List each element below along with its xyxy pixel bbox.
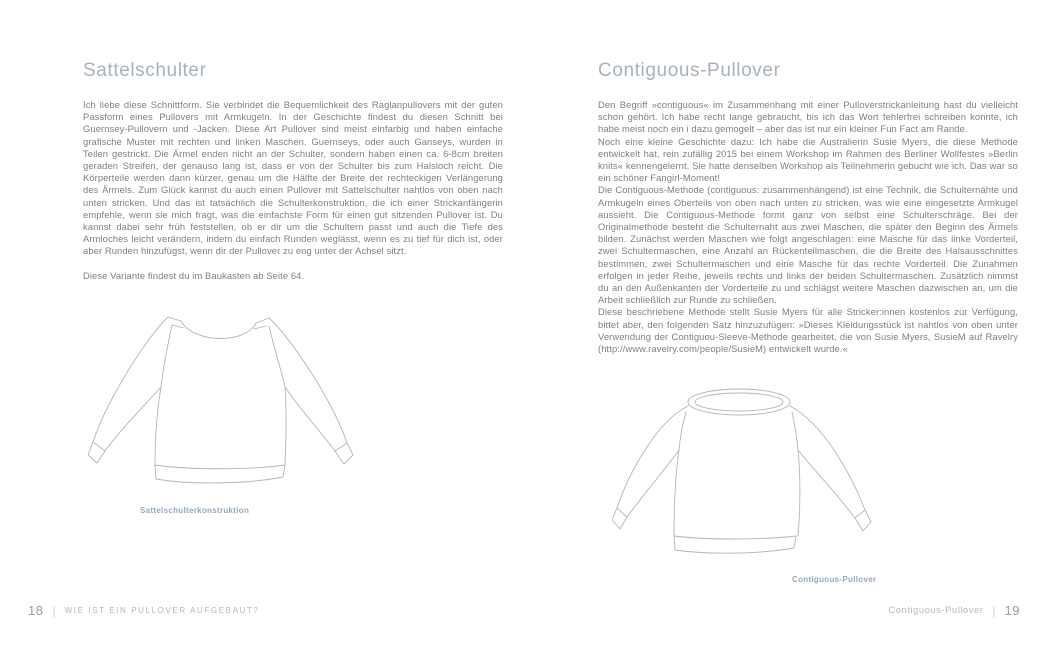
left-page-title: Sattelschulter: [83, 60, 207, 81]
right-page-number: 19: [1004, 603, 1020, 618]
saddle-shoulder-sweater-drawing: [88, 316, 360, 490]
section-label: Contiguous-Pullover: [888, 605, 984, 616]
left-page-number: 18: [28, 603, 44, 618]
left-figure-caption: Sattelschulterkonstruktion: [140, 506, 250, 515]
right-figure-caption: Contiguous-Pullover: [792, 575, 877, 584]
footer-separator: |: [52, 603, 56, 618]
left-page-body: [83, 99, 503, 282]
right-page-footer: [888, 603, 1020, 618]
saddle-shoulder-figure: [88, 316, 360, 490]
right-page-body: [598, 99, 1018, 355]
right-paragraph-4: Diese beschriebene Methode stellt Susie Myers für alle Stricker:innen kostenlos zur Verfügung, bittet aber, den folgenden Satz hinzuzufügen: »Dieses Kleidungsstück ist nahtlos von oben unter Verwendung der Contiguou-Sleeve-Methode gearbeitet, die von Susie Myers, SusieM auf Ravelry (http://www.ravelry.com/people/SusieM) entwickelt wurde.«: [598, 306, 1018, 355]
right-paragraph-1: Den Begriff »contiguous« im Zusammenhang mit einer Pulloverstrickanleitung hast du vielleicht schon gehört. Ich habe recht lange gebraucht, bis ich das Wort fehlerfrei schreiben konnte, ich habe meist noch ein i dazu gemogelt – aber das ist nur ein kleiner Fun Fact am Rande.: [598, 99, 1018, 135]
right-paragraph-2: Noch eine kleine Geschichte dazu: Ich habe die Australierin Susie Myers, die diese Methode entwickelt hat, rein zufällig 2015 bei einem Workshop im Rahmen des Berliner Wollfestes »Berlin knits« kennengelernt. Sie hatte denselben Workshop als Teilnehmerin gebucht wie ich. Das war so ein schöner Fangirl-Moment!: [598, 135, 1018, 184]
right-page-title: Contiguous-Pullover: [598, 60, 781, 81]
chapter-label: WIE IST EIN PULLOVER AUFGEBAUT?: [64, 606, 260, 615]
left-paragraph-1: Ich liebe diese Schnittform. Sie verbindet die Bequemlichkeit des Raglanpullovers mit der guten Passform eines Pullovers mit Armkugeln. In der Geschichte findest du diesen Schnitt bei Guernsey-Pullovern und -Jacken. Diese Art Pullover sind meist einfarbig und haben einfache grafische Muster mit rechten und linken Maschen. Guernseys, oder auch Ganseys, wurden in Teilen gestrickt. Die Ärmel enden nicht an der Schulter, sondern haben einen ca. 6-8cm breiten geraden Streifen, der genauso lang ist, dass er von der Schulter bis zum Halsloch reicht. Die Körperteile werden dann kürzer, genau um die Hälfte der Breite der rechteckigen Verlängerung des Ärmels. Zum Glück kannst du auch einen Pullover mit Sattelschulter nahtlos von oben nach unten stricken. Und das ist tatsächlich die Schulterkonstruktion, die ich einer Strickanfängerin empfehle, wenn sie mich fragt, was die einfachste Form für einen gut sitzenden Pullover ist. Du kannst dabei sehr früh feststellen, ob er dir um die Schultern passt und auch die Tiefe des Armloches leicht verändern, indem du einfach Runden weglässt, wenn es zu tief für dich ist, oder aber Runden hinzufügst, wenn dir der Pullover zu eng unter der Achsel sitzt.: [83, 99, 503, 257]
contiguous-figure: [612, 386, 877, 564]
footer-separator: |: [992, 603, 996, 618]
right-paragraph-3: Die Contiguous-Methode (contiguous: zusammenhängend) ist eine Technik, die Schulternähte und Armkugeln eines Oberteils von oben nach unten zu stricken, was wie eine eingesetzte Armkugel aussieht. Die Contiguous-Methode formt ganz von selbst eine Schulterschräge. Bei der Originalmethode besteht die Schulternaht aus zwei Maschen, die später den Beginn des Ärmels bilden. Zunächst werden Maschen wie folgt angeschlagen: eine Masche für das linke Vorderteil, zwei Schultermaschen, eine Anzahl an Rückenteilmaschen, die die Breite des Halsausschnittes bestimmen, zwei Schultermaschen und eine Masche für das rechte Vorderteil. Die Zunahmen erfolgen in jeder Reihe, jeweils rechts und links der beiden Schultermaschen. Zusätzlich nimmst du an den Außenkanten der Vorderteile zu und schlägst weitere Maschen dazwischen an, um die Arbeit schließlich zur Runde zu schließen.: [598, 184, 1018, 306]
contiguous-sweater-drawing: [612, 386, 877, 564]
left-paragraph-2: Diese Variante findest du im Baukasten ab Seite 64.: [83, 269, 305, 281]
left-page-footer: [28, 603, 259, 618]
